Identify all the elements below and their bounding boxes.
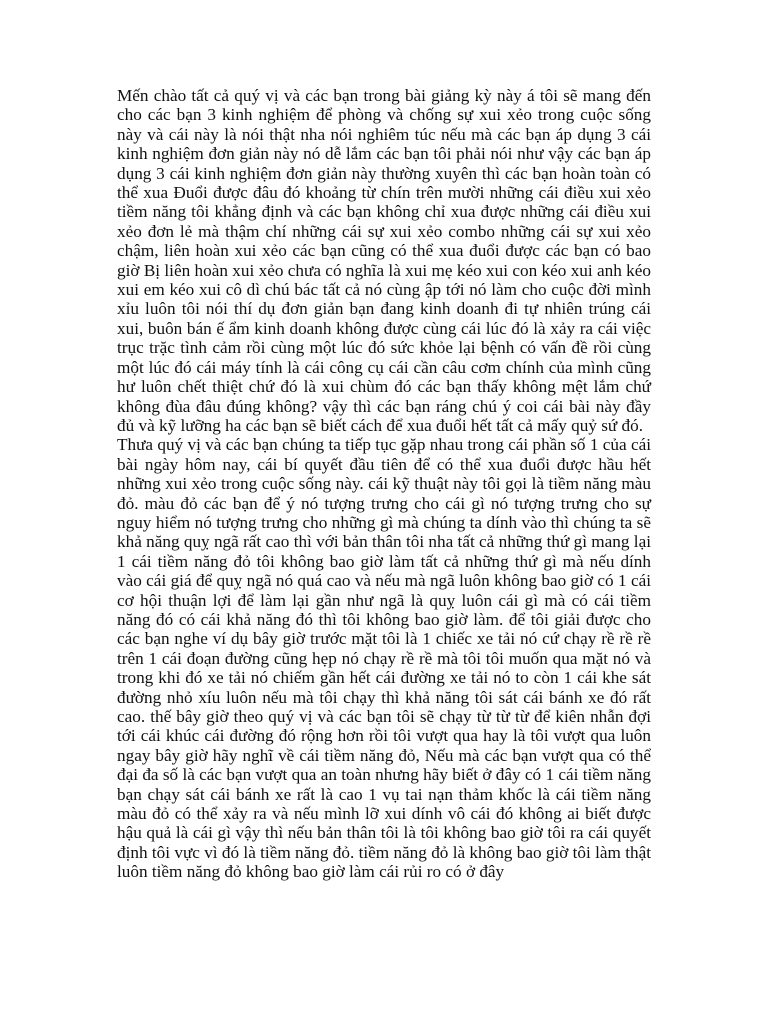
paragraph-intro: Mến chào tất cả quý vị và các bạn trong bài giảng kỳ này á tôi sẽ mang đến cho các bạn 3 kinh nghiệm để phòng và chống sự xui xẻo trong cuộc sống này và cái này là nói thật nha nói nghiêm túc nếu mà các bạn áp dụng 3 cái kinh nghiệm đơn giản này nó dễ lắm các bạn tôi phải nói như vậy các bạn áp dụng 3 cái kinh nghiệm đơn giản này thường xuyên thì các bạn hoàn toàn có thể xua Đuổi được đâu đó khoảng từ chín trên mười những cái điều xui xẻo tiềm năng tôi khẳng định và các bạn không chỉ xua được những cái điều xui xẻo đơn lẻ mà thậm chí những cái sự xui xẻo combo những cái sự xui xẻo chậm, liên hoàn xui xẻo các bạn cũng có thể xua đuổi được các bạn có bao giờ Bị liên hoàn xui xẻo chưa có nghĩa là xui mẹ kéo xui con kéo xui anh kéo xui em kéo xui cô dì chú bác tất cả nó cùng ập tới nó làm cho cuộc đời mình xỉu luôn tôi nói thí dụ đơn giản bạn đang kinh doanh đi tự nhiên trúng cái xui, buôn bán ế ẩm kinh doanh không được cùng cái lúc đó là xảy ra cái việc trục trặc tình cảm rồi cùng một lúc đó sức khỏe lại bệnh có vấn đề rồi cùng một lúc đó cái máy tính là cái công cụ cái cần câu cơm chính của mình cũng hư luôn chết thiệt chứ đó là xui chùm đó các bạn thấy không mệt lắm chứ không đùa đâu đúng không? vậy thì các bạn ráng chú ý coi cái bài này đầy đủ và kỹ lưỡng ha các bạn sẽ biết cách để xua đuổi hết tất cả mấy quỷ sứ đó. [117,86,651,435]
document-page [117,86,651,882]
paragraph-red-potential: Thưa quý vị và các bạn chúng ta tiếp tục gặp nhau trong cái phần số 1 của cái bài ngày hôm nay, cái bí quyết đầu tiên để có thể xua đuổi được hầu hết những xui xẻo trong cuộc sống này. cái kỹ thuật này tôi gọi là tiềm năng màu đỏ. màu đỏ các bạn để ý nó tượng trưng cho cái gì nó tượng trưng cho sự nguy hiểm nó tượng trưng cho những gì mà chúng ta dính vào thì chúng ta sẽ khả năng quỵ ngã rất cao thì với bản thân tôi nha tất cả những thứ gì mang lại 1 cái tiềm năng đỏ tôi không bao giờ làm tất cả những thứ gì mà nếu dính vào cái giá để quỵ ngã nó quá cao và nếu mà ngã luôn không bao giờ có 1 cái cơ hội thuận lợi để làm lại gần như ngã là quỵ luôn cái gì mà có cái tiềm năng đó có cái khả năng đó thì tôi không bao giờ làm. để tôi giải được cho các bạn nghe ví dụ bây giờ trước mặt tôi là 1 chiếc xe tải nó cứ chạy rề rề rề trên 1 cái đoạn đường cũng hẹp nó chạy rề rề mà tôi tôi muốn qua mặt nó và trong khi đó xe tải nó chiếm gần hết cái đường xe tải nó to còn 1 cái khe sát đường nhỏ xíu luôn nếu mà tôi chạy thì khả năng tôi sát cái bánh xe đó rất cao. thế bây giờ theo quý vị và các bạn tôi sẽ chạy từ từ từ để kiên nhẫn đợi tới cái khúc cái đường đó rộng hơn rồi tôi vượt qua hay là tôi vượt qua luôn ngay bây giờ hãy nghĩ về cái tiềm năng đỏ, Nếu mà các bạn vượt qua có thể đại đa số là các bạn vượt qua an toàn nhưng hãy biết ở đây có 1 cái tiềm năng bạn chạy sát cái bánh xe rất là cao 1 vụ tai nạn thảm khốc là cái tiềm năng màu đỏ có thể xảy ra và nếu mình lỡ xui dính vô cái đó không ai biết được hậu quả là cái gì vậy thì nếu bản thân tôi là tôi không bao giờ tôi ra cái quyết định tôi vực vì đó là tiềm năng đỏ. tiềm năng đỏ là không bao giờ tôi làm thật luôn tiềm năng đỏ không bao giờ làm cái rủi ro có ở đây [117,435,651,882]
